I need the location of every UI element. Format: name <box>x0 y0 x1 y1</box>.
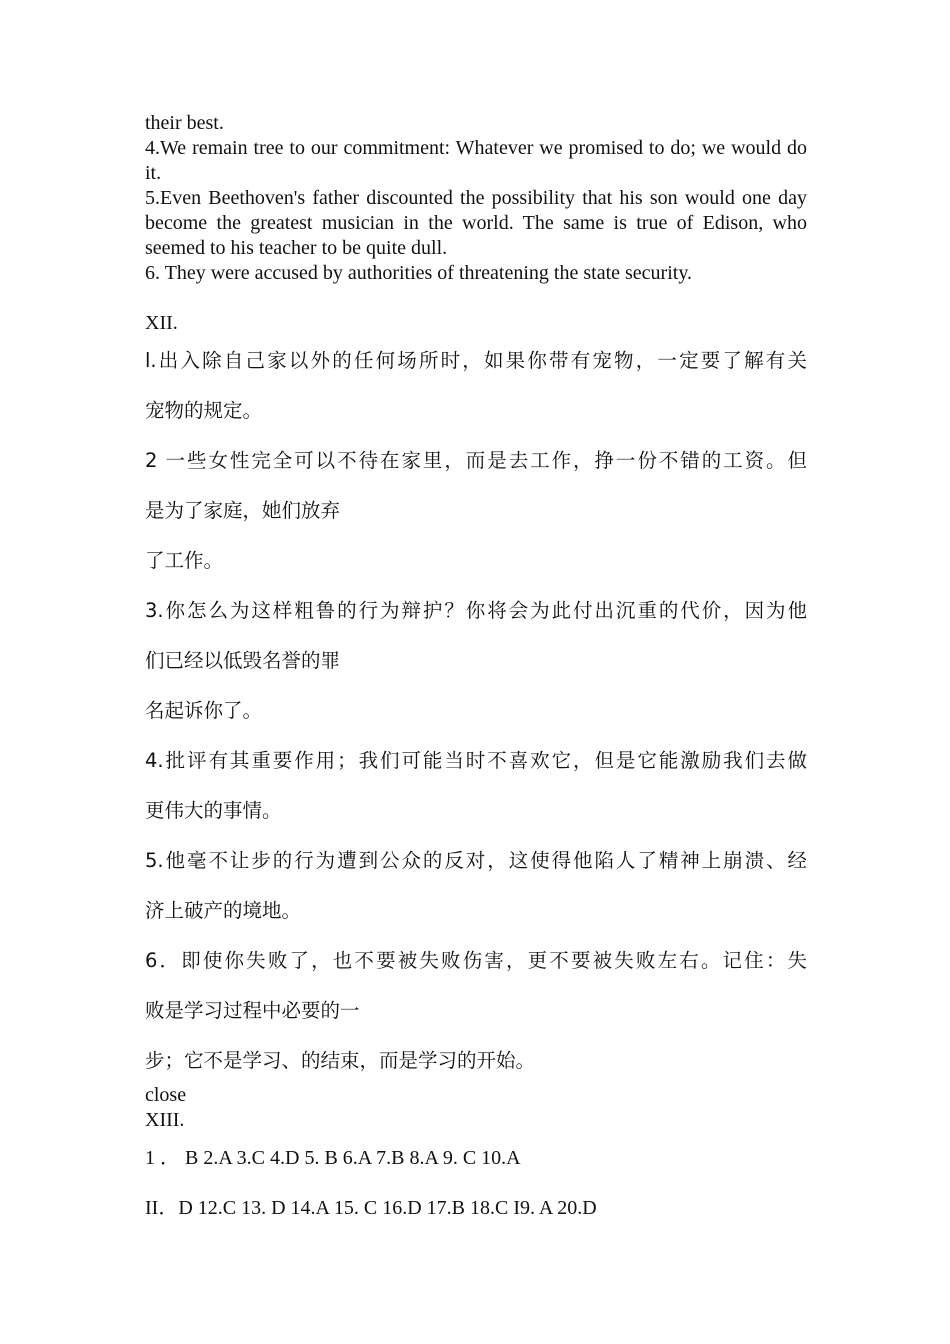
chinese-line: 4.批评有其重要作用；我们可能当时不喜欢它，但是它能激励我们去做 <box>145 749 807 772</box>
chinese-line: 宠物的规定。 <box>145 399 263 422</box>
chinese-line: 们已经以低毁名誉的罪 <box>145 649 341 672</box>
chinese-line: 名起诉你了。 <box>145 699 263 722</box>
chinese-line: 了工作。 <box>145 549 224 572</box>
section-xii-heading: XII. <box>145 312 178 334</box>
chinese-line: l.出入除自己家以外的任何场所时，如果你带有宠物，一定要了解有关 <box>145 349 807 372</box>
chinese-line: 败是学习过程中必要的一 <box>145 999 360 1022</box>
english-item-4: 4.We remain tree to our commitment: Whatever we promised to do; we would do it. <box>145 137 807 184</box>
chinese-line: 步；它不是学习、的结束，而是学习的开始。 <box>145 1049 536 1072</box>
chinese-line: 6．即使你失败了，也不要被失败伤害，更不要被失败左右。记住：失 <box>145 949 807 972</box>
chinese-line: 济上破产的境地。 <box>145 899 302 922</box>
chinese-line: 2 一些女性完全可以不待在家里，而是去工作，挣一份不错的工资。但 <box>145 449 807 472</box>
chinese-line: 5.他毫不让步的行为遭到公众的反对，这使得他陷人了精神上崩溃、经 <box>145 849 807 872</box>
section-xiii-heading: XIII. <box>145 1109 185 1131</box>
english-item-3-tail: their best. <box>145 112 224 134</box>
english-item-5: 5.Even Beethoven's father discounted the possibility that his son would one day become the greatest musician in the world. The same is true of Edison, who seemed to his teacher to be quite dull. <box>145 187 807 259</box>
english-translation-block <box>145 111 807 286</box>
close-text: close <box>145 1084 187 1106</box>
english-item-6: 6. They were accused by authorities of threatening the state security. <box>145 262 693 284</box>
chinese-line: 3.你怎么为这样粗鲁的行为辩护？你将会为此付出沉重的代价，因为他 <box>145 599 807 622</box>
chinese-line: 是为了家庭，她们放弃 <box>145 499 341 522</box>
answer-key-line-1: 1 ． B 2.A 3.C 4.D 5. B 6.A 7.B 8.A 9. C 10.A <box>145 1147 521 1169</box>
chinese-line: 更伟大的事情。 <box>145 799 282 822</box>
answer-key-line-2: II．D 12.C 13. D 14.A 15. C 16.D 17.B 18.C I9. A 20.D <box>145 1197 597 1219</box>
chinese-translation-block <box>145 336 807 1086</box>
